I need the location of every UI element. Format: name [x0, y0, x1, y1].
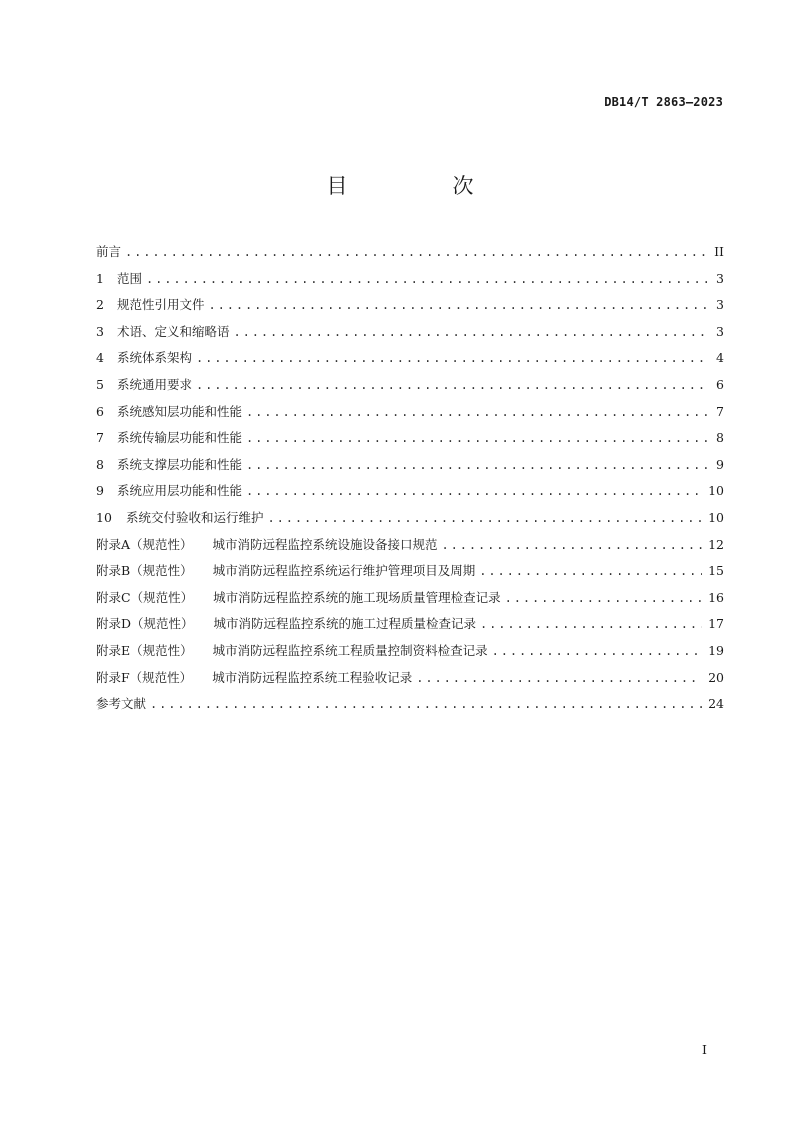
- toc-entry-number: 8: [96, 456, 104, 472]
- toc-entry-page: 6: [716, 376, 724, 392]
- toc-entry-page: 10: [708, 509, 724, 525]
- toc-entry-9[interactable]: [96, 481, 724, 508]
- toc-appendix-label: 附录E（规范性）: [96, 642, 193, 658]
- toc-leader-dots: [246, 402, 708, 422]
- toc-entry-title: 参考文献: [96, 696, 147, 712]
- toc-entry-title: 城市消防远程监控系统的施工过程质量检查记录: [213, 616, 477, 632]
- toc-entry-page: 17: [708, 616, 724, 632]
- toc-entry-page: 9: [716, 456, 724, 472]
- toc-entry-title: 前言: [96, 244, 122, 259]
- page-title: 目 次: [326, 174, 516, 198]
- toc-entry-number: 1: [96, 270, 104, 286]
- toc-entry-appendix-e[interactable]: [96, 641, 724, 668]
- toc-leader-dots: [246, 428, 708, 448]
- page-number: I: [702, 1042, 707, 1057]
- toc-entry-page: 20: [708, 669, 724, 685]
- toc-leader-dots: [150, 694, 702, 714]
- toc-entry-10[interactable]: [96, 508, 724, 535]
- toc-appendix-label: 附录D（规范性）: [96, 616, 194, 632]
- toc-entry-title: 城市消防远程监控系统设施设备接口规范: [212, 536, 438, 552]
- toc-leader-dots: [125, 242, 708, 262]
- toc-entry-3[interactable]: [96, 322, 724, 349]
- toc-entry-page: 3: [716, 323, 724, 339]
- toc-entry-title: 系统传输层功能和性能: [117, 430, 243, 446]
- toc-leader-dots: [268, 508, 703, 528]
- toc-entry-page: 7: [716, 403, 724, 419]
- toc-leader-dots: [246, 455, 708, 475]
- toc-entry-number: 5: [96, 376, 104, 392]
- toc-entry-number: 7: [96, 430, 104, 446]
- toc-entry-appendix-a[interactable]: [96, 535, 724, 562]
- toc-entry-appendix-f[interactable]: [96, 668, 724, 695]
- toc-entry-title: 系统支撑层功能和性能: [117, 456, 243, 472]
- toc-entry-number: 9: [96, 483, 104, 499]
- toc-entry-4[interactable]: [96, 348, 724, 375]
- toc-leader-dots: [416, 668, 702, 688]
- toc-entry-page: 3: [716, 297, 724, 313]
- toc-entry-page: 8: [716, 430, 724, 446]
- toc-entry-foreword[interactable]: [96, 242, 724, 269]
- toc-entry-title: 系统交付验收和运行维护: [126, 509, 264, 525]
- toc-entry-5[interactable]: [96, 375, 724, 402]
- toc-entry-page: 24: [708, 696, 724, 712]
- toc-entry-page: II: [714, 244, 724, 259]
- toc-entry-page: 19: [708, 642, 724, 658]
- toc-entry-title: 范围: [117, 270, 143, 286]
- toc-appendix-label: 附录C（规范性）: [96, 589, 194, 605]
- toc-leader-dots: [234, 322, 708, 342]
- toc-leader-dots: [146, 269, 708, 289]
- toc-entry-appendix-c[interactable]: [96, 588, 724, 615]
- toc-entry-8[interactable]: [96, 455, 724, 482]
- toc-entry-title: 系统通用要求: [117, 376, 193, 392]
- toc-entry-1[interactable]: [96, 269, 724, 296]
- toc-leader-dots: [442, 535, 703, 555]
- toc-entry-title: 规范性引用文件: [117, 297, 205, 313]
- toc-appendix-label: 附录A（规范性）: [96, 536, 193, 552]
- toc-entry-title: 系统应用层功能和性能: [117, 483, 243, 499]
- toc-entry-7[interactable]: [96, 428, 724, 455]
- toc-entry-title: 系统感知层功能和性能: [117, 403, 243, 419]
- toc-entry-page: 4: [716, 350, 724, 366]
- toc-entry-title: 系统体系架构: [117, 350, 193, 366]
- toc-entry-page: 16: [708, 589, 724, 605]
- toc-appendix-label: 附录B（规范性）: [96, 563, 193, 579]
- toc-leader-dots: [209, 295, 708, 315]
- toc-entry-number: 10: [96, 509, 112, 525]
- toc-entry-title: 城市消防远程监控系统的施工现场质量管理检查记录: [213, 589, 501, 605]
- toc-entry-number: 3: [96, 323, 104, 339]
- toc-leader-dots: [479, 561, 702, 581]
- toc-entry-number: 6: [96, 403, 104, 419]
- toc-entry-appendix-b[interactable]: [96, 561, 724, 588]
- toc-entry-6[interactable]: [96, 402, 724, 429]
- toc-leader-dots: [196, 348, 708, 368]
- toc-leader-dots: [246, 481, 702, 501]
- toc-entry-title: 术语、定义和缩略语: [117, 323, 230, 339]
- toc-entry-number: 2: [96, 297, 104, 313]
- document-standard-number: DB14/T 2863—2023: [604, 95, 723, 109]
- toc-entry-page: 3: [716, 270, 724, 286]
- toc-entry-title: 城市消防远程监控系统工程质量控制资料检查记录: [212, 642, 488, 658]
- toc-entry-page: 10: [708, 483, 724, 499]
- toc-entry-page: 15: [708, 563, 724, 579]
- toc-entry-2[interactable]: [96, 295, 724, 322]
- toc-entry-title: 城市消防远程监控系统运行维护管理项目及周期: [212, 563, 476, 579]
- toc-leader-dots: [480, 614, 702, 634]
- toc-leader-dots: [196, 375, 708, 395]
- toc-entry-references[interactable]: [96, 694, 724, 721]
- toc-leader-dots: [492, 641, 702, 661]
- toc-entry-appendix-d[interactable]: [96, 614, 724, 641]
- toc-appendix-label: 附录F（规范性）: [96, 669, 193, 685]
- toc-entry-number: 4: [96, 350, 104, 366]
- toc-entry-page: 12: [708, 536, 724, 552]
- toc-leader-dots: [505, 588, 703, 608]
- toc-entry-title: 城市消防远程监控系统工程验收记录: [212, 669, 413, 685]
- table-of-contents: [96, 242, 724, 721]
